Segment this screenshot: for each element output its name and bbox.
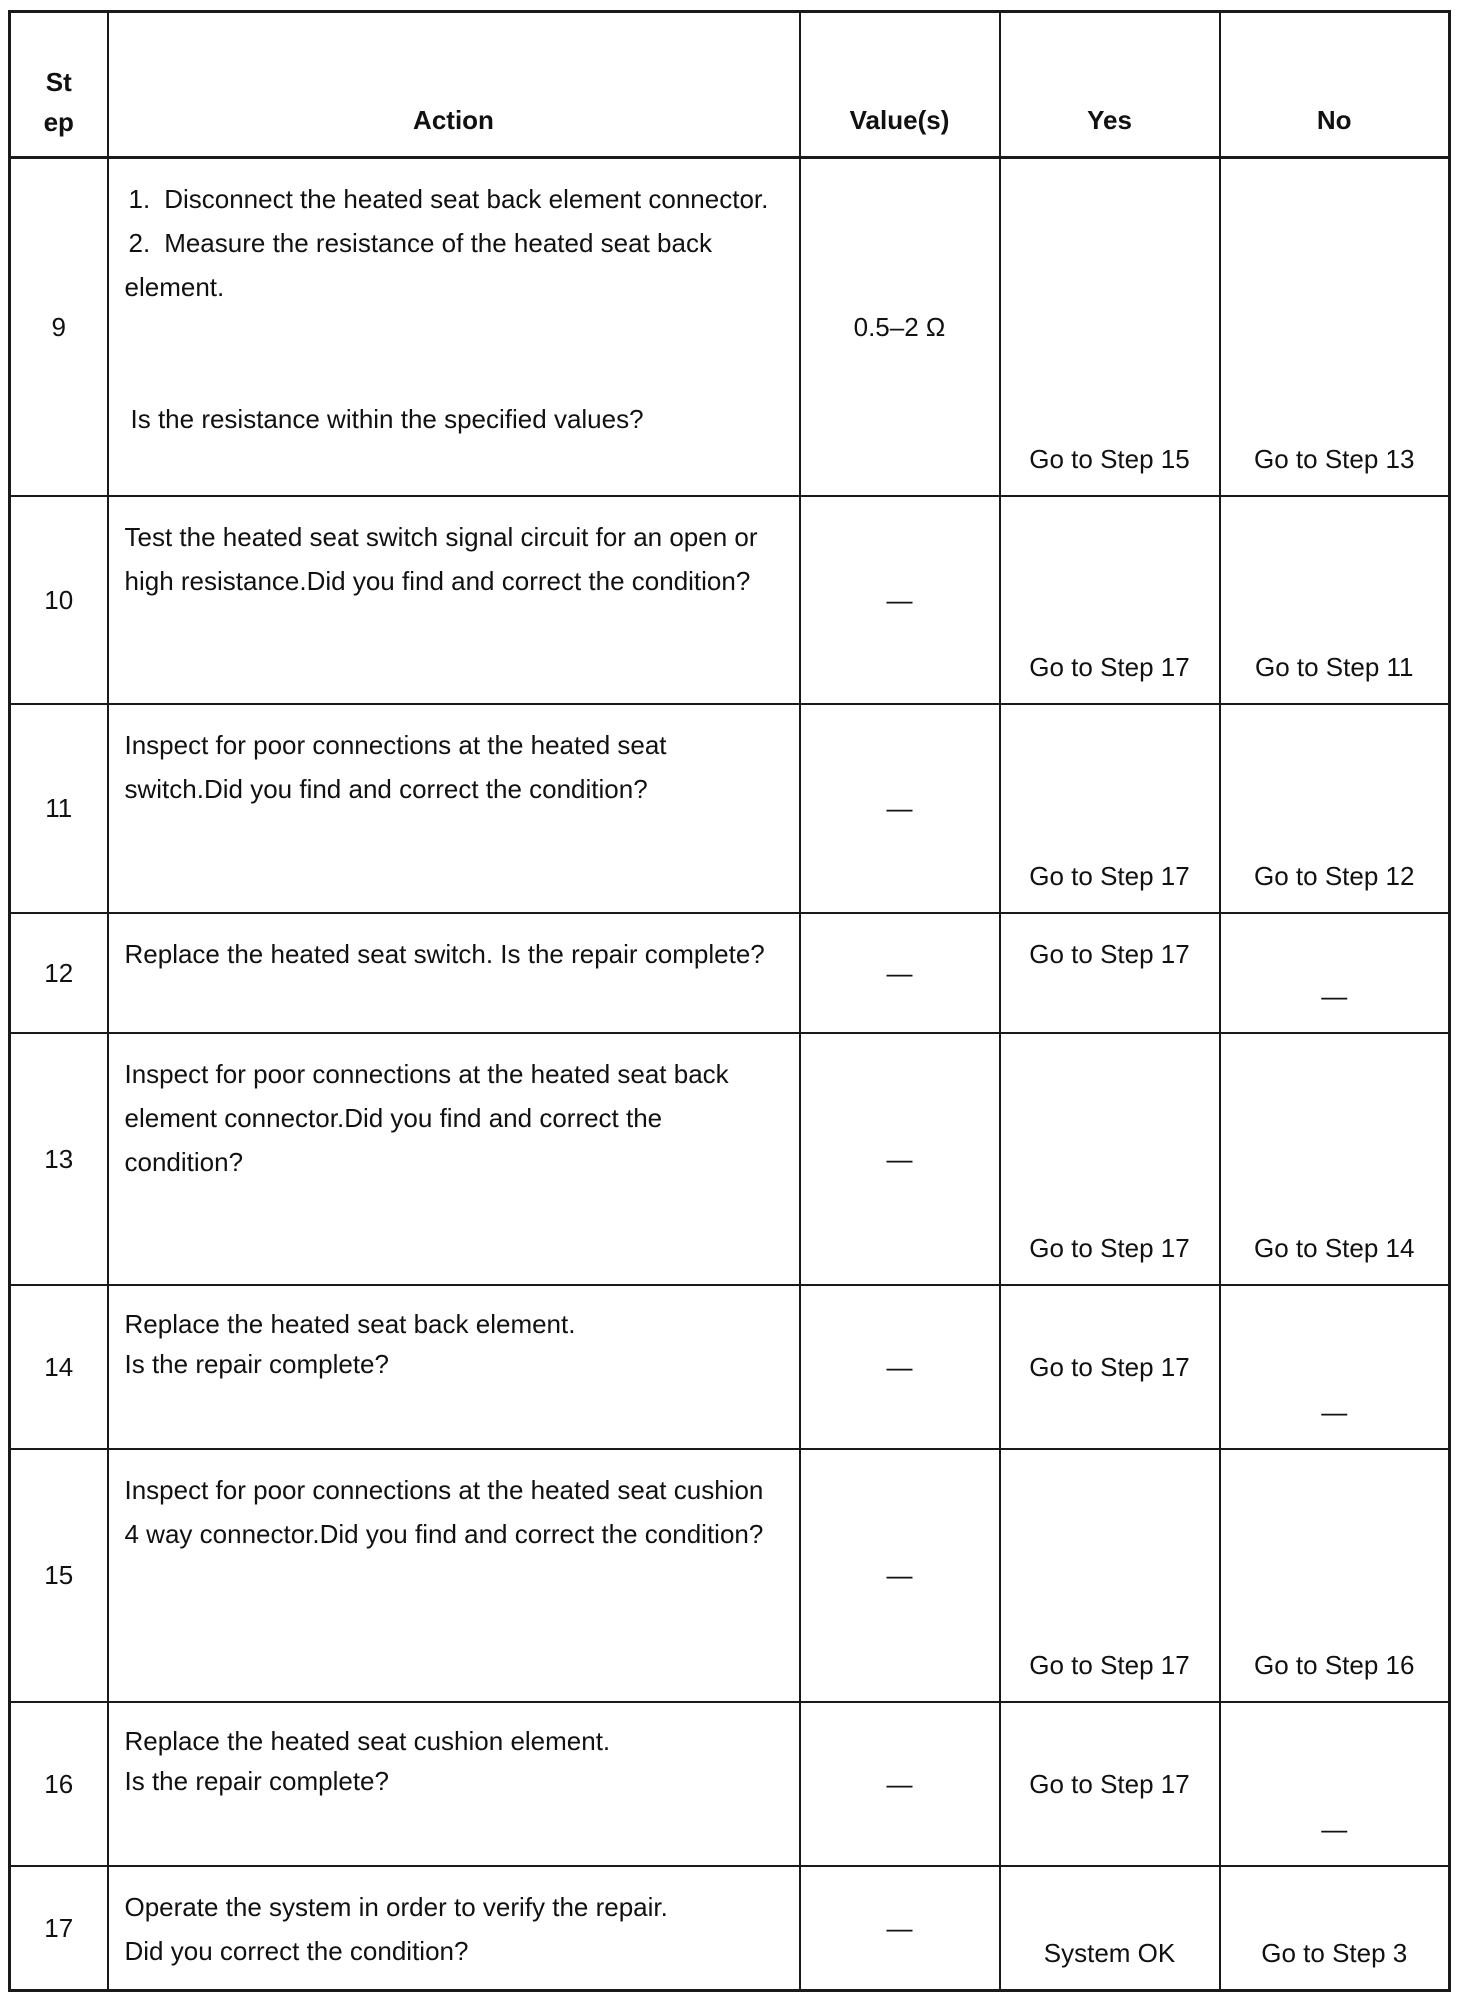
header-values: Value(s) [800,12,1000,158]
header-yes: Yes [1000,12,1220,158]
yes-cell: Go to Step 15 [1000,158,1220,496]
step-number: 16 [10,1702,108,1866]
action-cell: Replace the heated seat switch. Is the repair complete? [108,913,800,1033]
yes-cell: Go to Step 17 [1000,1449,1220,1701]
step-number: 9 [10,158,108,496]
diagnostic-table [8,10,1451,1992]
no-cell: — [1220,913,1450,1033]
yes-cell: System OK [1000,1866,1220,1991]
value-cell: — [800,496,1000,704]
table-row [10,1285,1450,1449]
table-row [10,496,1450,704]
value-cell: — [800,704,1000,912]
step-number: 11 [10,704,108,912]
step-number: 15 [10,1449,108,1701]
yes-cell: Go to Step 17 [1000,1285,1220,1449]
yes-cell: Go to Step 17 [1000,496,1220,704]
table-row [10,1866,1450,1991]
action-cell: Inspect for poor connections at the heated seat cushion 4 way connector.Did you find and correct the condition? [108,1449,800,1701]
table-row [10,1449,1450,1701]
header-row [10,12,1450,158]
action-list-item: 1. Disconnect the heated seat back element connector. [128,184,769,214]
no-cell: Go to Step 13 [1220,158,1450,496]
value-cell: — [800,1866,1000,1991]
action-cell: Test the heated seat switch signal circuit for an open or high resistance.Did you find and correct the condition? [108,496,800,704]
value-cell: — [800,1702,1000,1866]
action-cell: Operate the system in order to verify the repair. Did you correct the condition? [108,1866,800,1991]
table-row [10,1033,1450,1285]
action-cell: Replace the heated seat back element. Is the repair complete? [108,1285,800,1449]
header-action: Action [108,12,800,158]
step-number: 12 [10,913,108,1033]
yes-cell: Go to Step 17 [1000,913,1220,1033]
no-cell: — [1220,1702,1450,1866]
yes-cell: Go to Step 17 [1000,1033,1220,1285]
yes-cell: Go to Step 17 [1000,704,1220,912]
no-cell: Go to Step 16 [1220,1449,1450,1701]
action-cell: Replace the heated seat cushion element. Is the repair complete? [108,1702,800,1866]
no-cell: Go to Step 11 [1220,496,1450,704]
no-cell: — [1220,1285,1450,1449]
header-no: No [1220,12,1450,158]
no-cell: Go to Step 12 [1220,704,1450,912]
step-number: 10 [10,496,108,704]
no-cell: Go to Step 3 [1220,1866,1450,1991]
value-cell: — [800,913,1000,1033]
header-step: St ep [10,12,108,158]
table-row [10,913,1450,1033]
action-cell: Inspect for poor connections at the heated seat back element connector.Did you find and correct the condition? [108,1033,800,1285]
action-cell: Inspect for poor connections at the heated seat switch.Did you find and correct the condition? [108,704,800,912]
step-number: 13 [10,1033,108,1285]
table-row [10,1702,1450,1866]
no-cell: Go to Step 14 [1220,1033,1450,1285]
action-cell [108,158,800,496]
value-cell: — [800,1033,1000,1285]
action-list-item: 2. Measure the resistance of the heated seat back element. [124,228,712,302]
value-cell: 0.5–2 Ω [800,158,1000,496]
table-row [10,704,1450,912]
value-cell: — [800,1449,1000,1701]
yes-cell: Go to Step 17 [1000,1702,1220,1866]
value-cell: — [800,1285,1000,1449]
step-number: 14 [10,1285,108,1449]
step-number: 17 [10,1866,108,1991]
action-question: Is the resistance within the specified values? [130,404,644,434]
table-row [10,158,1450,496]
